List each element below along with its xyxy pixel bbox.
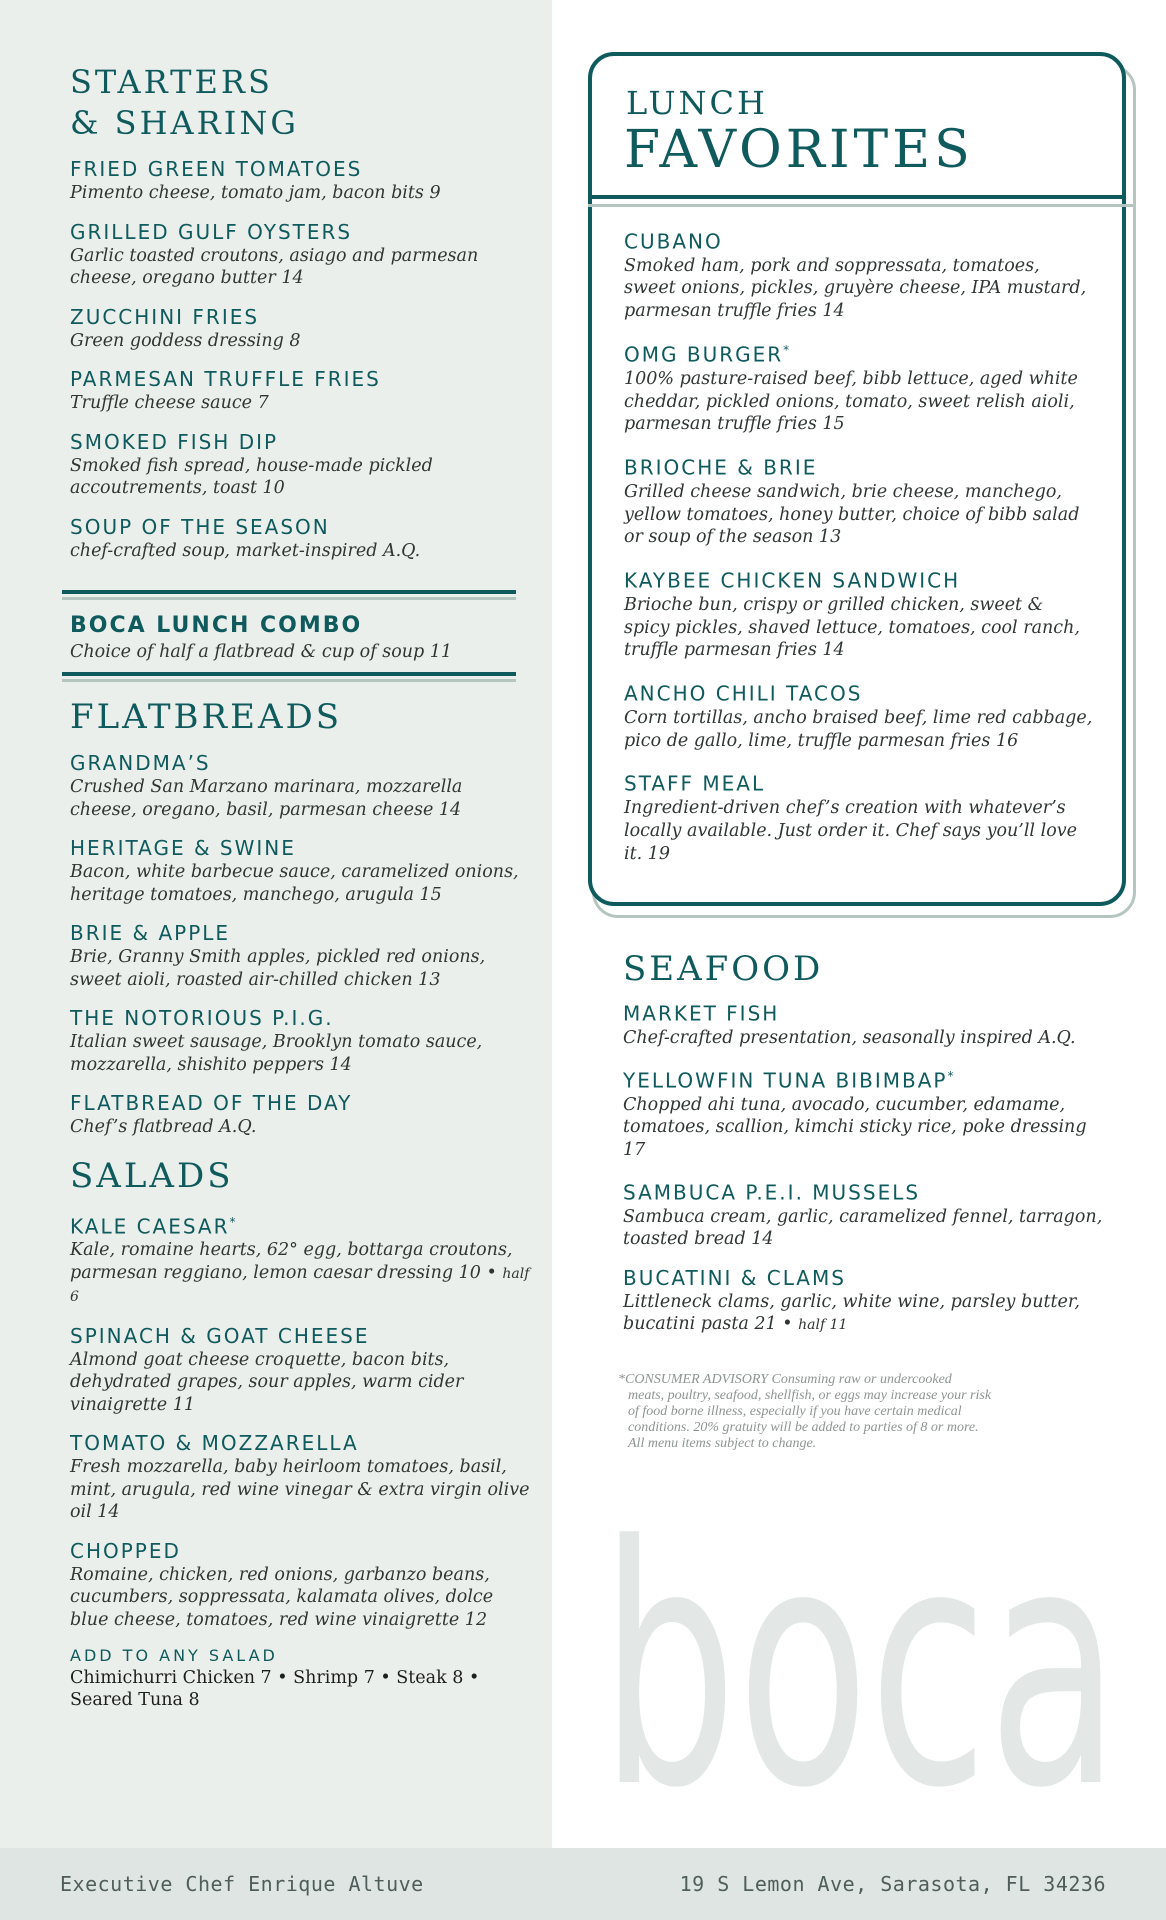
item-description: 100% pasture-raised beef, bibb lettuce, aged white cheddar, pickled onions, tomato, sweet relish aioli, parmesan truffle fries 15 xyxy=(624,368,1078,435)
item-name-text: KALE CAESAR xyxy=(70,1214,230,1239)
item-description: Ingredient-driven chef’s creation with whatever’s locally available. Just order it. Chef says you’ll love it. 19 xyxy=(624,798,1077,864)
item-name-text: KAYBEE CHICKEN SANDWICH xyxy=(624,568,961,593)
combo-rule xyxy=(62,679,516,682)
item-name: FRIED GREEN TOMATOES xyxy=(70,157,363,181)
item-name xyxy=(624,450,1094,481)
item-description: Fresh mozzarella, baby heirloom tomatoes, basil, mint, arugula, red wine vinegar & extra virgin olive oil 14 xyxy=(70,1457,530,1523)
footer xyxy=(0,1848,1166,1920)
advisory-mark: * xyxy=(229,1214,238,1229)
menu-item xyxy=(70,219,530,290)
item-name xyxy=(624,224,1094,255)
item-description: Corn tortillas, ancho braised beef, lime red cabbage, pico de gallo, lime, truffle parmesan fries 16 xyxy=(624,707,1093,751)
starters-title-line1: STARTERS xyxy=(70,63,273,101)
seafood-title: SEAFOOD xyxy=(623,949,824,989)
advisory-line: meats, poultry, seafood, shellfish, or eggs may increase your risk xyxy=(628,1388,992,1403)
menu-item xyxy=(624,337,1094,436)
item-name: SMOKED FISH DIP xyxy=(70,429,279,454)
lunch-title-line1: LUNCH xyxy=(626,84,768,122)
item-description: Sambuca cream, garlic, caramelized fennel, tarragon, toasted bread 14 xyxy=(623,1206,1103,1250)
advisory-line: *CONSUMER ADVISORY Consuming raw or undercooked xyxy=(618,1372,952,1387)
combo-name: BOCA LUNCH COMBO xyxy=(70,613,363,638)
item-description: Almond goat cheese croquette, bacon bits, dehydrated grapes, sour apples, warm cider vinaigrette 11 xyxy=(70,1349,464,1415)
advisory-line: conditions. 20% gratuity will be added to parties of 8 or more. xyxy=(628,1420,979,1435)
salads-title: SALADS xyxy=(70,1155,234,1196)
item-name xyxy=(623,1175,1103,1206)
item-name xyxy=(70,1209,532,1240)
item-description-text: Kale, romaine hearts, 62° egg, bottarga croutons, parmesan reggiano, lemon caesar dressing 10 • xyxy=(70,1240,513,1283)
item-description xyxy=(70,1239,532,1309)
lunch-items xyxy=(624,224,1094,879)
item-description: Crushed San Marzano marinara, mozzarella cheese, oregano, basil, parmesan cheese 14 xyxy=(70,777,463,820)
lunch-rule xyxy=(588,204,1136,207)
item-name-text: CUBANO xyxy=(624,229,723,254)
menu-item xyxy=(623,1265,1103,1337)
menu-item xyxy=(624,766,1094,865)
item-name-text: ANCHO CHILI TACOS xyxy=(624,681,863,706)
item-description: Brie, Granny Smith apples, pickled red onions, sweet aioli, roasted air-chilled chicken 13 xyxy=(70,947,486,990)
item-name: THE NOTORIOUS P.I.G. xyxy=(70,1006,334,1030)
menu-item xyxy=(70,1538,532,1632)
half-price: half 11 xyxy=(798,1317,848,1334)
address: 19 S Lemon Ave, Sarasota, FL 34236 xyxy=(679,1872,1106,1896)
item-description: Romaine, chicken, red onions, garbanzo beans, cucumbers, soppressata, kalamata olives, dolce blue cheese, tomatoes, red wine vinaigrette 12 xyxy=(70,1564,494,1630)
half-price: half 6 xyxy=(70,1265,530,1306)
item-description: Brioche bun, crispy or grilled chicken, sweet & spicy pickles, shaved lettuce, tomatoes, cool ranch, truffle parmesan fries 14 xyxy=(624,594,1080,661)
lunch-header xyxy=(592,56,1122,196)
item-name xyxy=(624,766,1094,797)
menu-item xyxy=(70,156,530,205)
combo-rule xyxy=(62,672,516,676)
item-description-text: Littleneck clams, garlic, white wine, parsley butter, bucatini pasta 21 • xyxy=(623,1291,1080,1335)
item-name xyxy=(623,996,1103,1027)
advisory-mark: * xyxy=(947,1069,956,1084)
menu-item xyxy=(70,429,530,500)
item-description: Italian sweet sausage, Brooklyn tomato sauce, mozzarella, shishito peppers 14 xyxy=(70,1032,483,1075)
item-description: chef-crafted soup, market-inspired A.Q. xyxy=(70,540,421,561)
left-column xyxy=(70,62,530,576)
menu-item xyxy=(624,224,1094,323)
item-name xyxy=(624,337,1094,368)
item-name: SOUP OF THE SEASON xyxy=(70,514,330,539)
item-description: Chopped ahi tuna, avocado, cucumber, edamame, tomatoes, scallion, kimchi sticky rice, poke dressing 17 xyxy=(623,1094,1087,1160)
item-description: Truffle cheese sauce 7 xyxy=(70,393,269,413)
item-description: Chef’s flatbread A.Q. xyxy=(70,1117,257,1137)
item-name-text: YELLOWFIN TUNA BIBIMBAP xyxy=(623,1068,948,1093)
menu-item xyxy=(70,750,532,821)
item-name xyxy=(623,1063,1103,1094)
item-name xyxy=(624,676,1094,707)
combo-rule xyxy=(62,590,516,594)
menu-item xyxy=(70,1090,532,1139)
item-name: BUCATINI & CLAMS xyxy=(623,1265,846,1290)
item-name: PARMESAN TRUFFLE FRIES xyxy=(70,367,381,391)
item-name: BRIE & APPLE xyxy=(70,921,231,945)
lunch-title-line2: FAVORITES xyxy=(624,120,974,180)
item-name xyxy=(624,563,1094,594)
menu-item xyxy=(624,563,1094,662)
item-description: Bacon, white barbecue sauce, caramelized onions, heritage tomatoes, manchego, arugula 15 xyxy=(70,862,519,905)
flatbreads-section xyxy=(70,696,532,1711)
item-name: CHOPPED xyxy=(70,1538,181,1563)
menu-item xyxy=(70,514,530,563)
item-name: FLATBREAD OF THE DAY xyxy=(70,1091,353,1115)
item-description: Smoked ham, pork and soppressata, tomatoes, sweet onions, pickles, gruyère cheese, IPA mustard, parmesan truffle fries 14 xyxy=(624,255,1087,322)
menu-item xyxy=(70,304,530,353)
lunch-favorites-box xyxy=(588,52,1126,906)
item-name: GRILLED GULF OYSTERS xyxy=(70,219,353,244)
item-description: Smoked fish spread, house-made pickled accoutrements, toast 10 xyxy=(70,455,433,498)
executive-chef: Executive Chef Enrique Altuve xyxy=(60,1872,424,1896)
item-name-text: BRIOCHE & BRIE xyxy=(624,455,818,480)
menu-item xyxy=(70,1323,532,1417)
starters-title-line2: & SHARING xyxy=(70,104,299,142)
addon-text: Chimichurri Chicken 7 • Shrimp 7 • Steak 8 • Seared Tuna 8 xyxy=(70,1668,480,1711)
menu-item xyxy=(70,1209,532,1309)
menu-item xyxy=(623,1175,1103,1251)
item-name-text: MARKET FISH xyxy=(623,1001,780,1026)
item-description: Green goddess dressing 8 xyxy=(70,330,301,351)
starters-title xyxy=(70,62,530,144)
item-name: GRANDMA’S xyxy=(70,751,211,775)
menu-item xyxy=(624,676,1094,752)
addon-label: ADD TO ANY SALAD xyxy=(70,1646,278,1666)
item-description: Grilled cheese sandwich, brie cheese, manchego, yellow tomatoes, honey butter, choice of bibb salad or soup of the season 13 xyxy=(624,481,1080,548)
watermark-text: boca xyxy=(600,1476,1120,1800)
menu-item xyxy=(623,1063,1103,1161)
menu-item xyxy=(623,996,1103,1049)
menu-item xyxy=(624,450,1094,549)
combo-description: Choice of half a flatbread & cup of soup 11 xyxy=(70,642,453,662)
item-name-text: STAFF MEAL xyxy=(624,772,766,797)
menu-item xyxy=(70,1430,532,1524)
salad-addons xyxy=(70,1645,532,1711)
item-description: Pimento cheese, tomato jam, bacon bits 9 xyxy=(70,183,441,203)
item-name: TOMATO & MOZZARELLA xyxy=(70,1431,359,1456)
item-name-text: SAMBUCA P.E.I. MUSSELS xyxy=(623,1180,921,1205)
starters-section xyxy=(70,62,530,562)
item-name: SPINACH & GOAT CHEESE xyxy=(70,1323,370,1348)
advisory-mark: * xyxy=(783,343,792,358)
seafood-section xyxy=(623,948,1103,1351)
flatbreads-title: FLATBREADS xyxy=(70,697,343,737)
menu-item xyxy=(70,920,532,991)
item-description xyxy=(623,1291,1103,1337)
lunch-rule xyxy=(588,195,1126,199)
menu-item xyxy=(70,366,530,415)
menu-item xyxy=(70,835,532,906)
item-name: HERITAGE & SWINE xyxy=(70,836,296,860)
consumer-advisory xyxy=(618,1372,1038,1452)
advisory-line: of food borne illness, especially if you have certain medical xyxy=(628,1404,962,1419)
item-description: Chef-crafted presentation, seasonally inspired A.Q. xyxy=(623,1027,1076,1048)
menu-item xyxy=(70,1005,532,1076)
item-name: ZUCCHINI FRIES xyxy=(70,304,260,329)
item-description: Garlic toasted croutons, asiago and parmesan cheese, oregano butter 14 xyxy=(70,245,479,288)
lunch-combo-box xyxy=(62,590,516,682)
item-name-text: OMG BURGER xyxy=(624,342,784,367)
advisory-line: All menu items subject to change. xyxy=(628,1436,817,1451)
